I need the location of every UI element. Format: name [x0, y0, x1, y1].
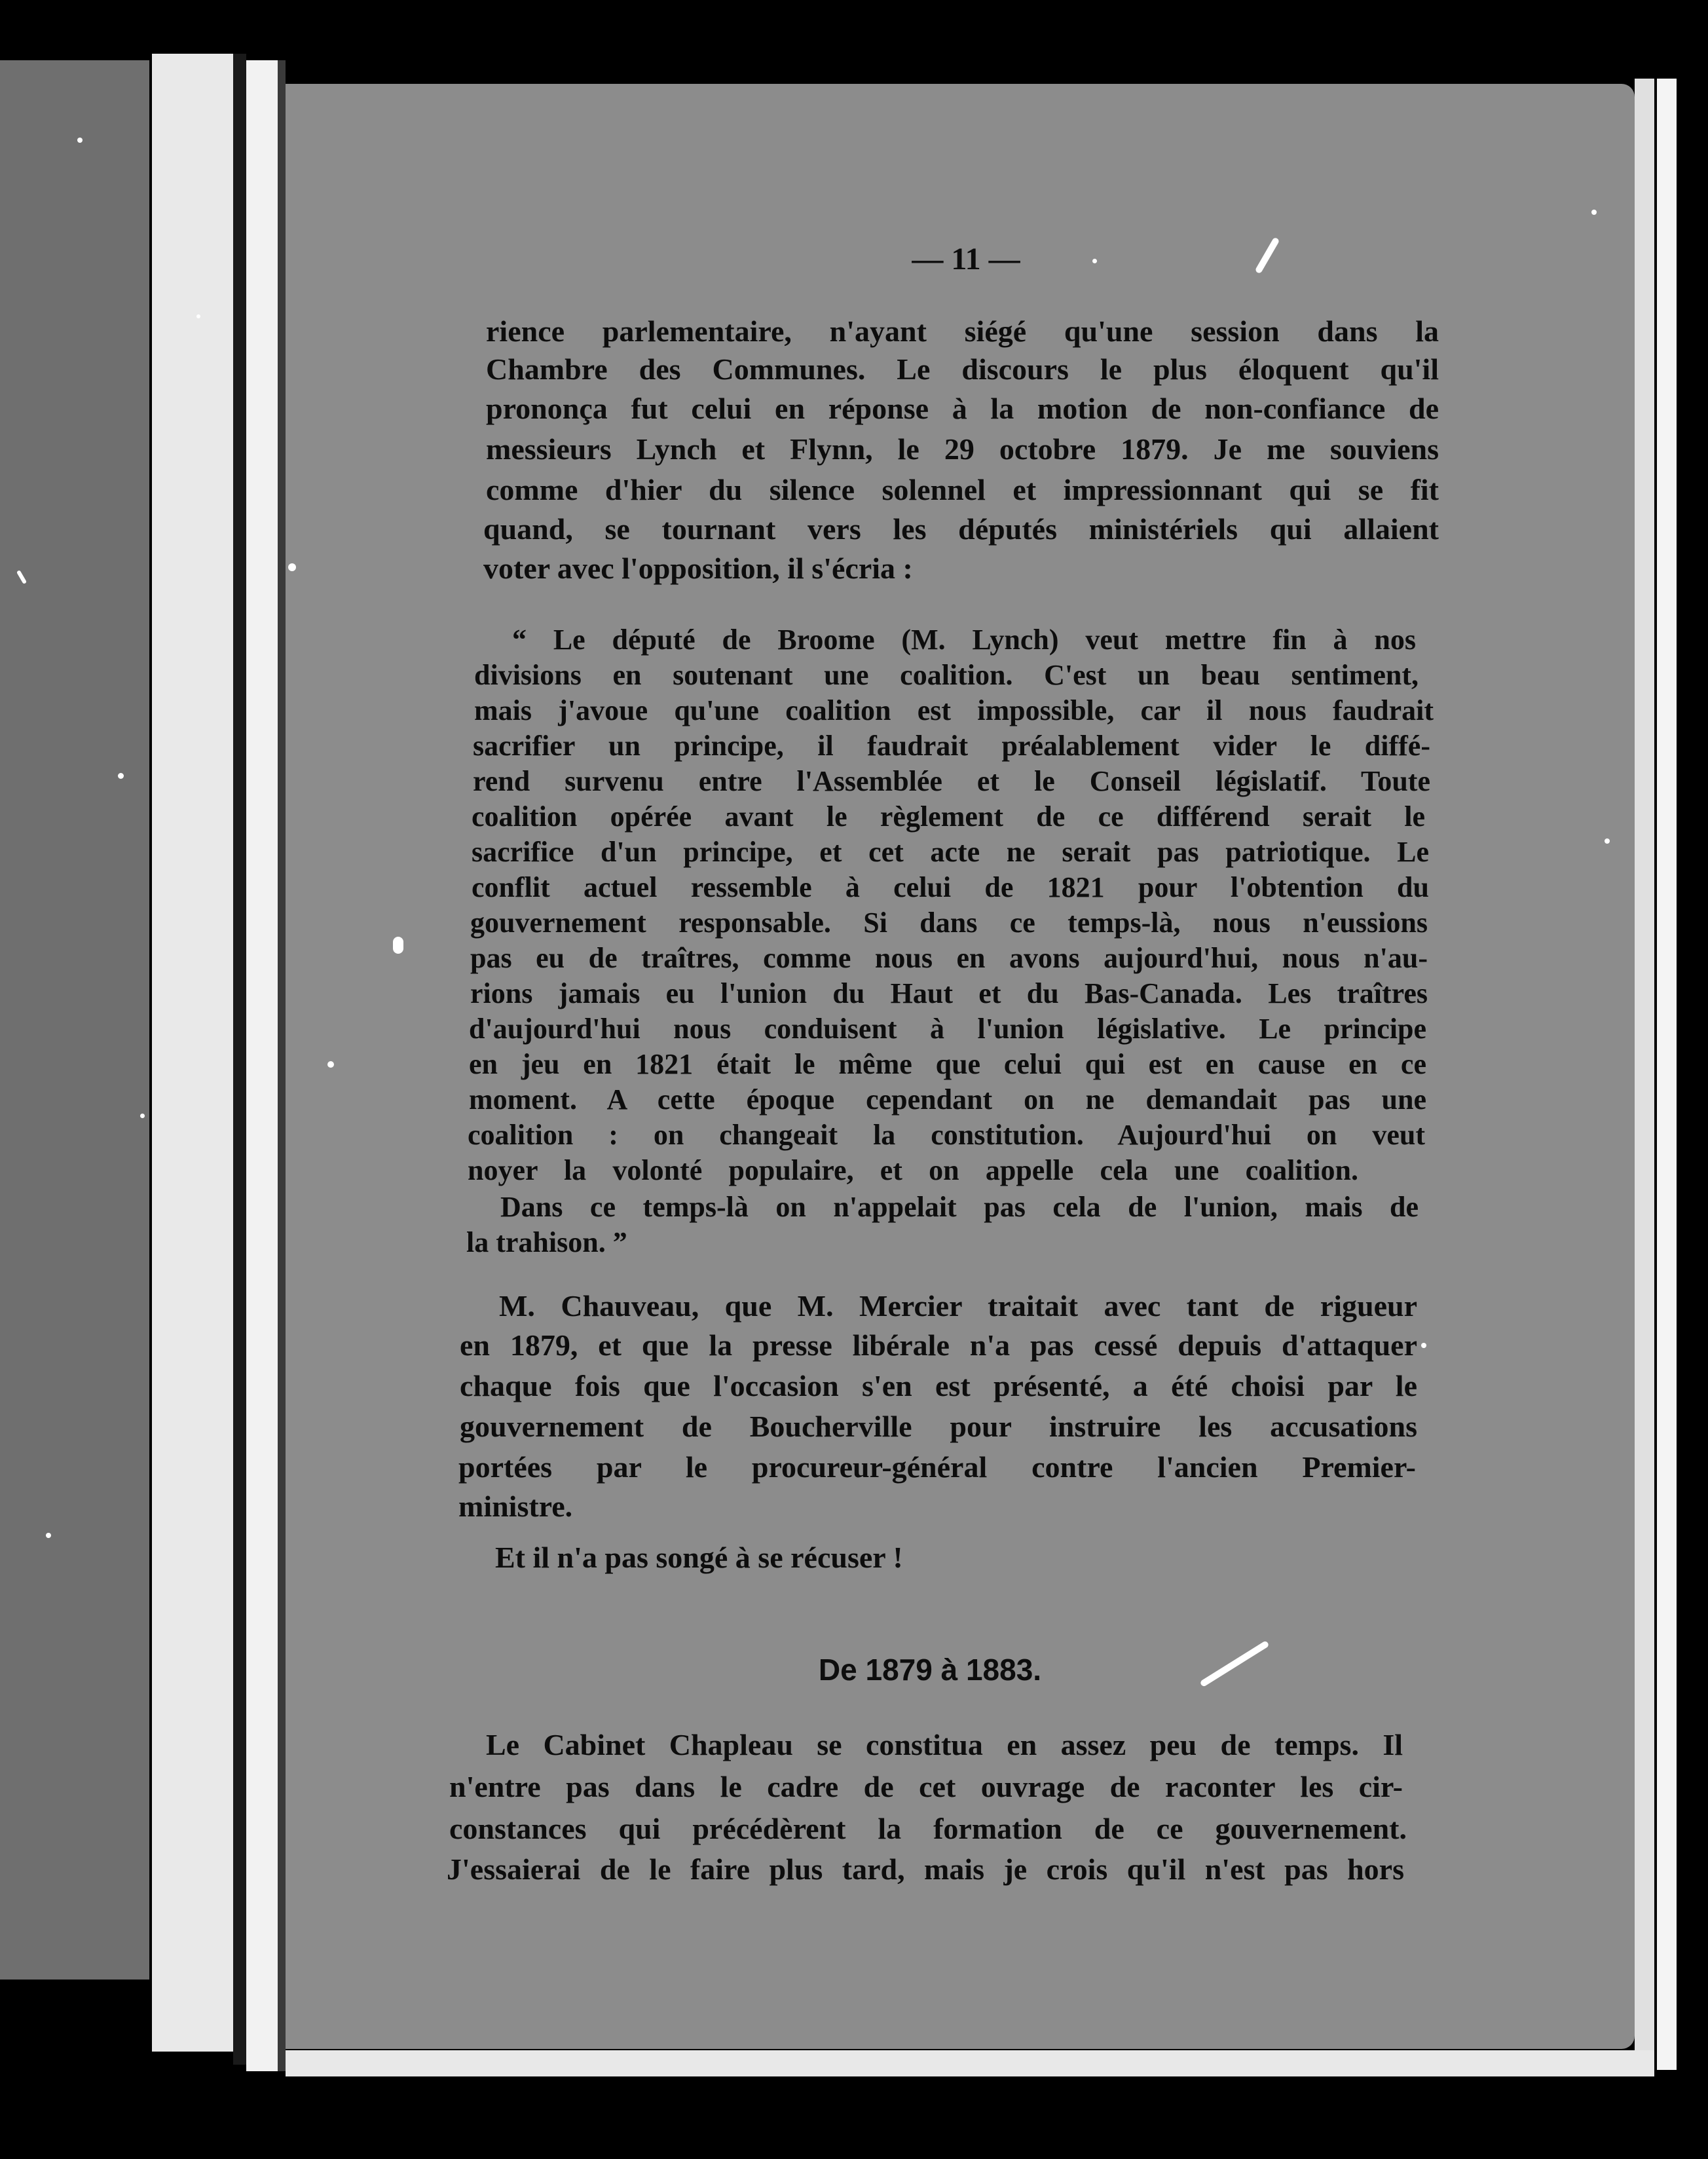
page-number: — 11 —	[912, 242, 1020, 276]
text-line: mais j'avoue qu'une coalition est impossible, car il nous faudrait	[474, 694, 1434, 726]
book-gutter	[152, 54, 233, 2052]
text-line: coalition : on changeait la constitution. Aujourd'hui on veut	[468, 1119, 1425, 1151]
text-line: quand, se tournant vers les députés ministériels qui allaient	[483, 512, 1439, 546]
inner-margin-strip	[246, 60, 278, 2071]
text-line: n'entre pas dans le cadre de cet ouvrage de raconter les cir-	[449, 1770, 1403, 1803]
text-line: Le Cabinet Chapleau se constitua en assez peu de temps. Il	[486, 1728, 1403, 1761]
page-edge-right-outer	[1657, 79, 1677, 2070]
text-line: prononça fut celui en réponse à la motion de non-confiance de	[486, 392, 1439, 425]
text-line: M. Chauveau, que M. Mercier traitait avec tant de rigueur	[499, 1289, 1417, 1323]
text-line: pas eu de traîtres, comme nous en avons aujourd'hui, nous n'au-	[470, 942, 1428, 974]
text-line: noyer la volonté populaire, et on appelle cela une coalition.	[468, 1154, 1358, 1186]
text-line: sacrifier un principe, il faudrait préalablement vider le diffé-	[473, 730, 1430, 762]
text-line: voter avec l'opposition, il s'écria :	[483, 552, 913, 585]
text-line: en 1879, et que la presse libérale n'a pas cessé depuis d'attaquer	[460, 1328, 1417, 1362]
text-line: Chambre des Communes. Le discours le plus éloquent qu'il	[486, 352, 1439, 386]
page-edge-right	[1635, 79, 1654, 2063]
section-heading: De 1879 à 1883.	[818, 1653, 1042, 1687]
text-line: sacrifice d'un principe, et cet acte ne serait pas patriotique. Le	[472, 836, 1429, 868]
text-line: gouvernement responsable. Si dans ce temps-là, nous n'eussions	[470, 907, 1428, 939]
text-line: divisions en soutenant une coalition. C'est un beau sentiment,	[474, 659, 1419, 691]
text-line: conflit actuel ressemble à celui de 1821 pour l'obtention du	[472, 871, 1429, 903]
text-line: portées par le procureur-général contre l'ancien Premier-	[458, 1450, 1416, 1484]
text-line: coalition opérée avant le règlement de ce différend serait le	[472, 800, 1425, 833]
text-line: rend survenu entre l'Assemblée et le Conseil législatif. Toute	[473, 765, 1430, 797]
page-edge-bottom	[286, 2050, 1654, 2076]
inner-shadow	[278, 60, 286, 2071]
text-line: ministre.	[458, 1490, 573, 1523]
text-line: moment. A cette époque cependant on ne demandait pas une	[469, 1083, 1426, 1116]
text-line: messieurs Lynch et Flynn, le 29 octobre 1879. Je me souviens	[486, 432, 1439, 466]
text-line: la trahison. ”	[466, 1226, 627, 1258]
text-line: rience parlementaire, n'ayant siégé qu'une session dans la	[486, 314, 1439, 348]
text-line: J'essaierai de le faire plus tard, mais je crois qu'il n'est pas hors	[447, 1852, 1404, 1886]
text-line: comme d'hier du silence solennel et impressionnant qui se fit	[486, 473, 1439, 506]
text-line: constances qui précédèrent la formation de ce gouvernement.	[449, 1812, 1407, 1845]
left-page-fragment	[0, 60, 149, 1980]
gutter-shadow	[233, 54, 246, 2065]
text-line: rions jamais eu l'union du Haut et du Bas-Canada. Les traîtres	[470, 977, 1428, 1009]
text-line: gouvernement de Boucherville pour instruire les accusations	[460, 1410, 1417, 1443]
text-line: “ Le député de Broome (M. Lynch) veut mettre fin à nos	[512, 624, 1416, 656]
paragraph-3: Et il n'a pas songé à se récuser !	[495, 1541, 903, 1574]
text-line: d'aujourd'hui nous conduisent à l'union législative. Le principe	[469, 1013, 1426, 1045]
text-line: chaque fois que l'occasion s'en est présenté, a été choisi par le	[460, 1369, 1417, 1402]
text-line: Dans ce temps-là on n'appelait pas cela de l'union, mais de	[500, 1191, 1419, 1223]
text-line: en jeu en 1821 était le même que celui qui est en cause en ce	[469, 1048, 1426, 1080]
